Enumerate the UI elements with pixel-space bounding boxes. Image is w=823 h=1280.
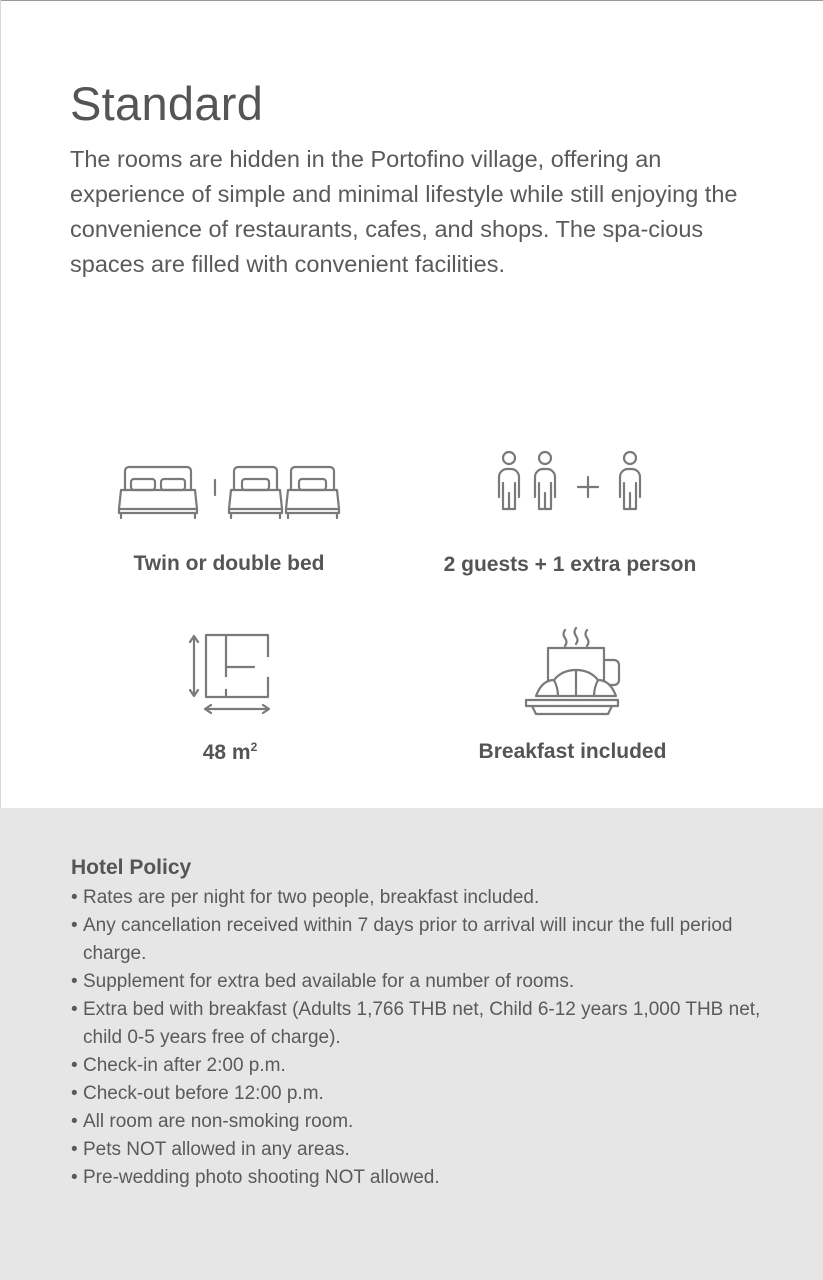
feature-area [150,627,310,772]
room-title: Standard [70,77,264,130]
left-divider [0,0,1,808]
policy-item: • Any cancellation received within 7 days prior to arrival will incur the full period charge. [71,912,771,968]
policy-title: Hotel Policy [71,856,192,879]
top-divider [0,0,823,1]
coffee-croissant-icon [450,622,695,722]
policy-list [71,884,771,1192]
guests-icon [420,447,720,519]
hotel-policy-section [0,808,823,1280]
bed-icon [100,455,358,527]
policy-item: • Pre-wedding photo shooting NOT allowed. [71,1164,771,1192]
policy-item: • Check-out before 12:00 p.m. [71,1080,771,1108]
policy-item: • Pets NOT allowed in any areas. [71,1136,771,1164]
breakfast-label: Breakfast included [478,740,667,763]
feature-guests [420,447,720,587]
policy-item: • Extra bed with breakfast (Adults 1,766 THB net, Child 6-12 years 1,000 THB net, child 0-5 years free of charge). [71,996,771,1052]
feature-bed [100,455,358,585]
area-value: 48 m [202,741,251,764]
policy-item: • Supplement for extra bed available for a number of rooms. [71,968,771,996]
bed-label: Twin or double bed [133,552,325,575]
feature-breakfast [450,622,695,772]
policy-item: • Check-in after 2:00 p.m. [71,1052,771,1080]
floor-plan-icon [150,627,310,719]
area-label [150,740,310,765]
guests-label: 2 guests + 1 extra person [443,553,697,576]
policy-item: • All room are non-smoking room. [71,1108,771,1136]
room-description: The rooms are hidden in the Portofino village, offering an experience of simple and minimal lifestyle while still enjoying the convenience of restaurants, cafes, and shops. The spa-cious spaces are filled with convenient facilities. [70,146,738,277]
area-unit-superscript: 2 [250,740,258,754]
policy-item: • Rates are per night for two people, breakfast included. [71,884,771,912]
